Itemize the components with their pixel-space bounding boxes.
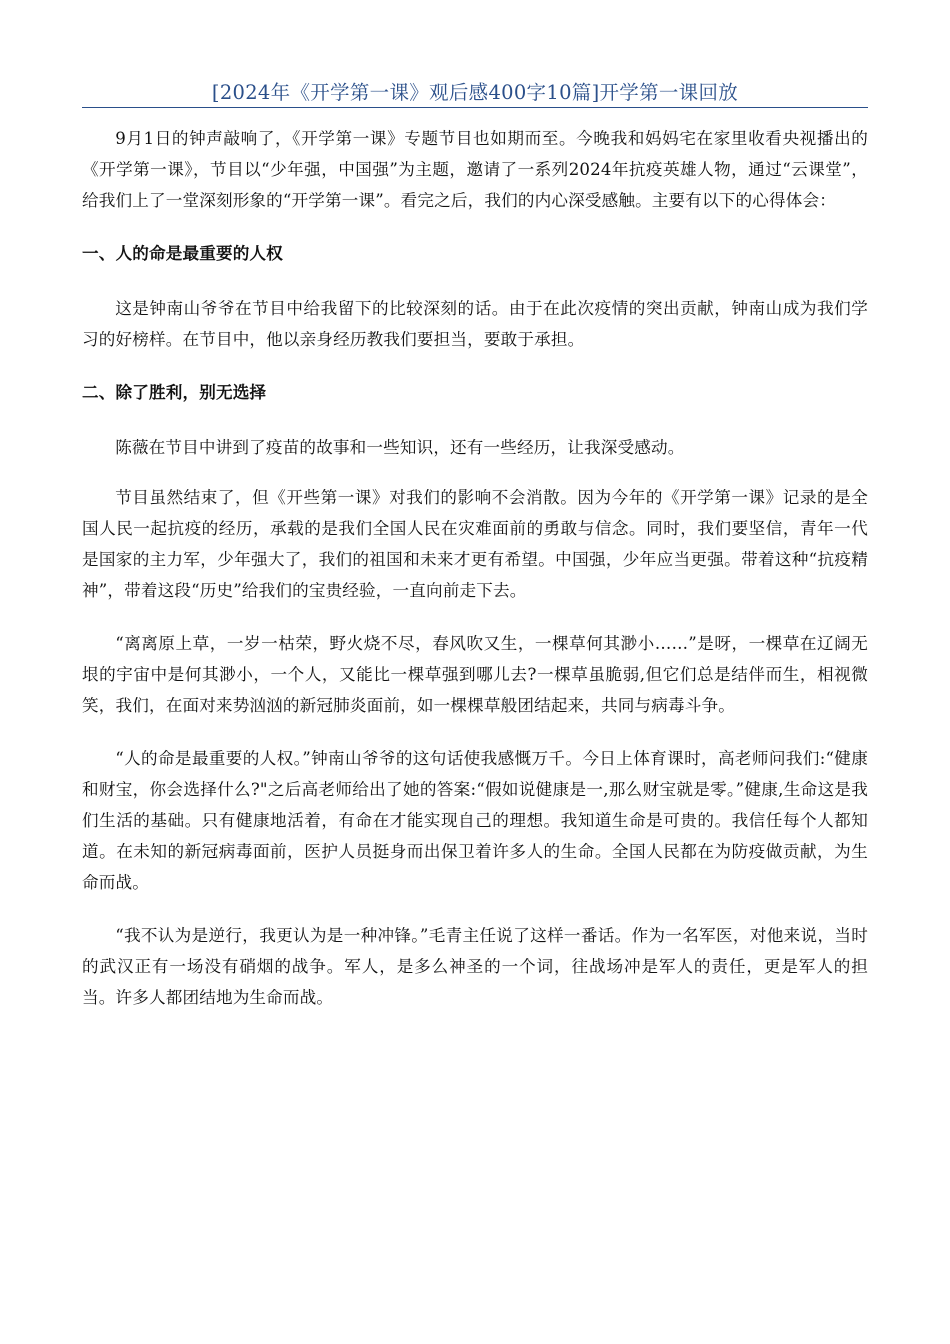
header-divider (82, 107, 868, 108)
section-heading-1: 一、人的命是最重要的人权 (82, 244, 283, 263)
document-body (82, 123, 868, 1013)
paragraph-4: “离离原上草，一岁一枯荣，野火烧不尽，春风吹又生，一棵草何其渺小……”是呀，一棵草在辽阔无垠的宇宙中是何其渺小，一个人，又能比一棵草强到哪儿去?一棵草虽脆弱,但它们总是结伴而生，相视微笑，我们，在面对来势汹汹的新冠肺炎面前，如一棵棵草般团结起来，共同与病毒斗争。 (82, 634, 868, 715)
paragraph-1: 这是钟南山爷爷在节目中给我留下的比较深刻的话。由于在此次疫情的突出贡献，钟南山成为我们学习的好榜样。在节目中，他以亲身经历教我们要担当，要敢于承担。 (82, 299, 868, 349)
paragraph-3: 节目虽然结束了，但《开些第一课》对我们的影响不会消散。因为今年的《开学第一课》记录的是全国人民一起抗疫的经历，承载的是我们全国人民在灾难面前的勇敢与信念。同时，我们要坚信，青年一代是国家的主力军，少年强大了，我们的祖国和未来才更有希望。中国强，少年应当更强。带着这种“抗疫精神”，带着这段“历史”给我们的宝贵经验，一直向前走下去。 (82, 488, 868, 600)
paragraph-5: “人的命是最重要的人权。”钟南山爷爷的这句话使我感慨万千。今日上体育课时，高老师问我们:“健康和财宝，你会选择什么?"之后高老师给出了她的答案:“假如说健康是一,那么财宝就是零。”健康,生命这是我们生活的基础。只有健康地活着，有命在才能实现自己的理想。我知道生命是可贵的。我信任每个人都知道。在未知的新冠病毒面前，医护人员挺身而出保卫着许多人的生命。全国人民都在为防疫做贡献，为生命而战。 (82, 749, 868, 892)
page-title: [2024年《开学第一课》观后感400字10篇]开学第一课回放 (211, 81, 739, 104)
paragraph-2: 陈薇在节目中讲到了疫苗的故事和一些知识，还有一些经历，让我深受感动。 (115, 438, 685, 457)
paragraph-6: “我不认为是逆行，我更认为是一种冲锋。”毛青主任说了这样一番话。作为一名军医，对他来说，当时的武汉正有一场没有硝烟的战争。军人，是多么神圣的一个词，往战场冲是军人的责任，更是军人的担当。许多人都团结地为生命而战。 (82, 926, 868, 1007)
section-heading-2: 二、除了胜利，别无选择 (82, 383, 267, 402)
paragraph-intro: 9月1日的钟声敲响了，《开学第一课》专题节目也如期而至。今晚我和妈妈宅在家里收看央视播出的《开学第一课》，节目以“少年强，中国强”为主题，邀请了一系列2024年抗疫英雄人物，通过“云课堂”，给我们上了一堂深刻形象的“开学第一课”。看完之后，我们的内心深受感触。主要有以下的心得体会： (82, 129, 868, 210)
